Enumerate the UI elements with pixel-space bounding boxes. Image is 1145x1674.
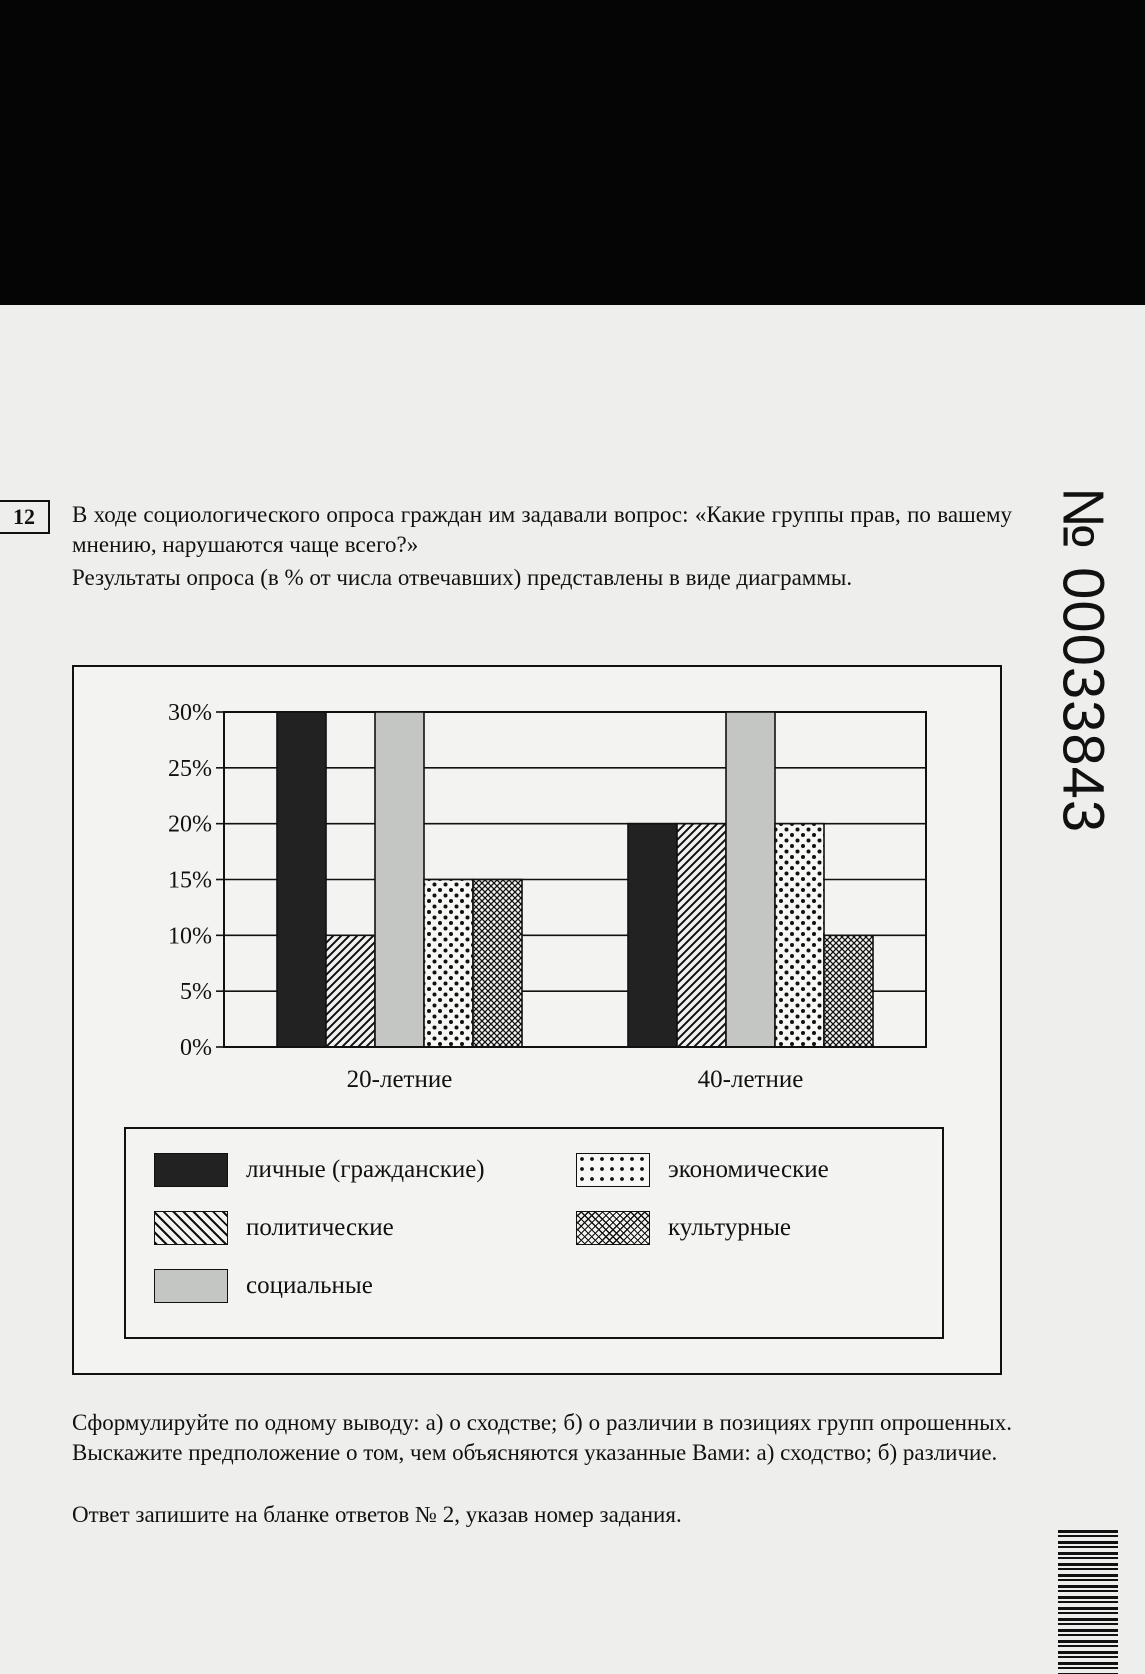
y-tick-label: 10%	[168, 923, 212, 950]
legend-swatch-political	[154, 1211, 228, 1245]
x-category-label: 20-летние	[346, 1066, 453, 1093]
answer-note-text: Ответ запишите на бланке ответов № 2, указав номер задания.	[72, 1502, 682, 1527]
bar-1-1	[677, 824, 726, 1047]
legend-label-social: социальные	[246, 1272, 373, 1299]
bar-chart	[74, 667, 1000, 1127]
legend-label-economic: экономические	[668, 1156, 829, 1183]
task-number-box: 12	[0, 500, 50, 534]
bar-0-0	[277, 712, 326, 1047]
legend-item-economic	[576, 1153, 829, 1187]
legend-swatch-social	[154, 1269, 228, 1303]
bar-3-0	[424, 880, 473, 1048]
bar-1-0	[326, 935, 375, 1047]
y-tick-label: 30%	[168, 700, 212, 726]
legend-swatch-cultural	[576, 1211, 650, 1245]
results-intro-text: Результаты опроса (в % от числа отвечавших) представлены в виде диаграммы.	[72, 565, 853, 590]
black-header-band	[0, 0, 1145, 305]
chart-legend	[124, 1127, 944, 1339]
legend-item-political	[154, 1211, 394, 1245]
legend-item-cultural	[576, 1211, 791, 1245]
bar-2-1	[726, 712, 775, 1047]
document-number-text: № 00033843	[1050, 486, 1116, 834]
x-category-label: 40-летние	[697, 1066, 804, 1093]
legend-swatch-personal	[154, 1153, 228, 1187]
legend-item-social	[154, 1269, 373, 1303]
bar-0-1	[628, 824, 677, 1047]
legend-item-personal	[154, 1153, 485, 1187]
legend-swatch-economic	[576, 1153, 650, 1187]
y-tick-label: 5%	[180, 979, 212, 1006]
instructions-text: Сформулируйте по одному выводу: а) о сходстве; б) о различии в позициях групп опрошенных. Выскажите предположение о том, чем объясняются указанные Вами: а) сходство; б) различие.	[72, 1410, 1012, 1465]
legend-label-political: политические	[246, 1214, 394, 1241]
y-tick-label: 25%	[168, 755, 212, 782]
y-tick-label: 15%	[168, 867, 212, 894]
y-tick-label: 0%	[180, 1035, 212, 1061]
bar-3-1	[775, 824, 824, 1047]
barcode	[1058, 1530, 1118, 1674]
bar-2-0	[375, 712, 424, 1047]
question-text: В ходе социологического опроса граждан им задавали вопрос: «Какие группы прав, по вашему мнению, нарушаются чаще всего?»	[72, 502, 1012, 557]
chart-frame	[72, 665, 1002, 1375]
document-number	[1043, 460, 1123, 860]
legend-label-cultural: культурные	[668, 1214, 791, 1241]
legend-label-personal: личные (гражданские)	[246, 1156, 485, 1183]
bar-4-0	[473, 880, 522, 1048]
y-tick-label: 20%	[168, 811, 212, 838]
bar-4-1	[824, 935, 873, 1047]
